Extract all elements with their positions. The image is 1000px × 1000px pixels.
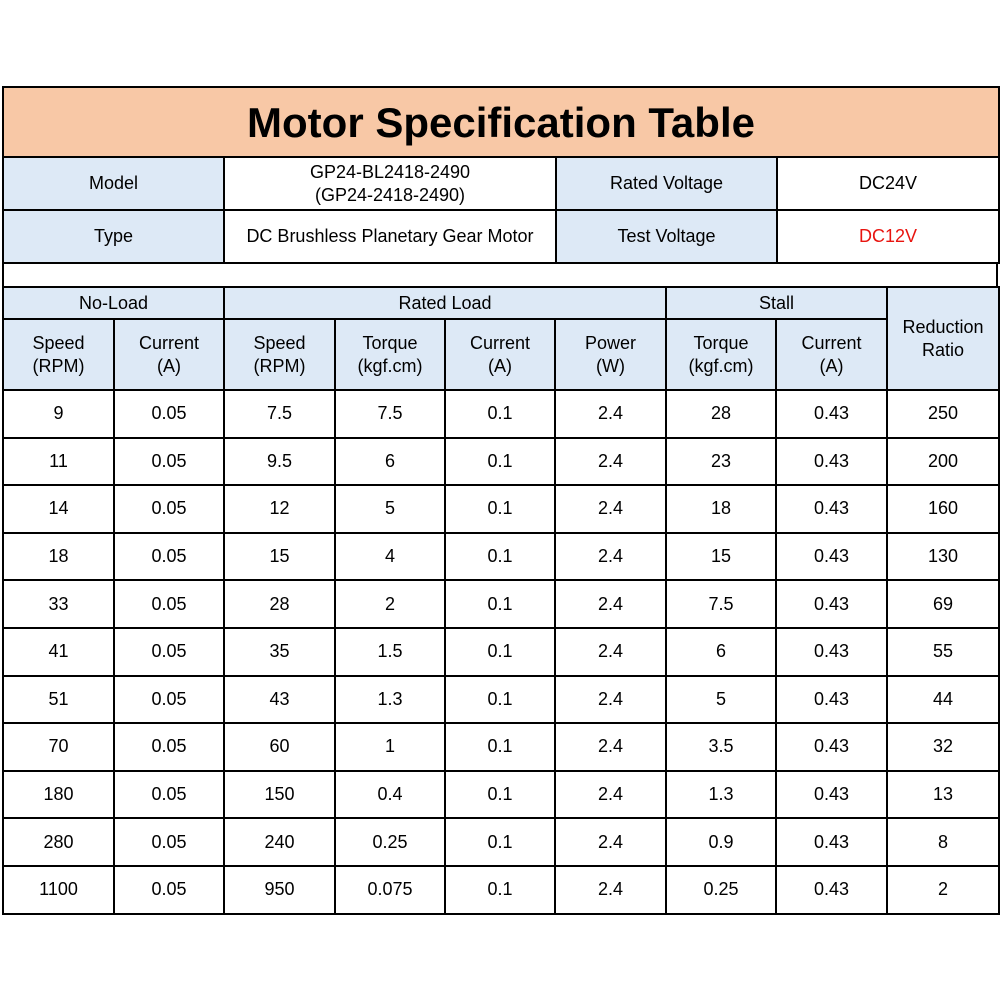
table-cell: 1.5 bbox=[335, 628, 445, 676]
table-cell: 2.4 bbox=[555, 580, 666, 628]
test-voltage-label: Test Voltage bbox=[556, 210, 777, 263]
table-cell: 18 bbox=[3, 533, 114, 581]
table-cell: 0.1 bbox=[445, 818, 555, 866]
table-cell: 0.05 bbox=[114, 628, 224, 676]
table-cell: 0.25 bbox=[666, 866, 776, 914]
table-cell: 0.43 bbox=[776, 580, 887, 628]
table-row bbox=[3, 723, 999, 771]
rated-voltage-value: DC24V bbox=[777, 157, 999, 210]
table-cell: 15 bbox=[224, 533, 335, 581]
column-header bbox=[224, 319, 335, 390]
table-row bbox=[3, 580, 999, 628]
table-cell: 69 bbox=[887, 580, 999, 628]
column-header-line1: Current bbox=[138, 332, 200, 353]
column-header-row bbox=[3, 319, 999, 390]
table-cell: 43 bbox=[224, 676, 335, 724]
column-header-line1: Current bbox=[801, 332, 862, 353]
table-cell: 7.5 bbox=[224, 390, 335, 438]
table-row bbox=[3, 818, 999, 866]
table-cell: 1100 bbox=[3, 866, 114, 914]
table-cell: 13 bbox=[887, 771, 999, 819]
table-cell: 0.05 bbox=[114, 485, 224, 533]
table-cell: 2.4 bbox=[555, 676, 666, 724]
table-cell: 0.1 bbox=[445, 866, 555, 914]
table-row bbox=[3, 866, 999, 914]
table-cell: 8 bbox=[887, 818, 999, 866]
column-header-line1: Power bbox=[585, 332, 637, 353]
column-header bbox=[555, 319, 666, 390]
table-cell: 0.1 bbox=[445, 580, 555, 628]
column-header-line2: (A) bbox=[819, 355, 844, 376]
header-reduction-line1: Reduction bbox=[902, 316, 984, 337]
header-reduction-ratio bbox=[887, 287, 999, 390]
table-cell: 4 bbox=[335, 533, 445, 581]
table-spacer bbox=[2, 264, 998, 286]
table-cell: 60 bbox=[224, 723, 335, 771]
table-cell: 0.43 bbox=[776, 818, 887, 866]
table-cell: 0.1 bbox=[445, 771, 555, 819]
group-rated-load: Rated Load bbox=[224, 287, 666, 319]
table-cell: 0.05 bbox=[114, 390, 224, 438]
column-header-line1: Current bbox=[470, 332, 531, 353]
table-row bbox=[3, 390, 999, 438]
model-value-line1: GP24-BL2418-2490 bbox=[309, 161, 471, 182]
table-cell: 2.4 bbox=[555, 390, 666, 438]
table-cell: 0.43 bbox=[776, 771, 887, 819]
spec-summary-table bbox=[2, 86, 1000, 264]
group-no-load: No-Load bbox=[3, 287, 224, 319]
table-cell: 2.4 bbox=[555, 628, 666, 676]
column-header bbox=[776, 319, 887, 390]
table-cell: 11 bbox=[3, 438, 114, 486]
group-stall: Stall bbox=[666, 287, 887, 319]
table-cell: 44 bbox=[887, 676, 999, 724]
table-cell: 0.05 bbox=[114, 723, 224, 771]
column-header bbox=[445, 319, 555, 390]
table-cell: 2 bbox=[335, 580, 445, 628]
model-value bbox=[224, 157, 556, 210]
column-header-line2: (A) bbox=[157, 355, 181, 376]
column-header-line1: Torque bbox=[693, 332, 749, 353]
table-cell: 5 bbox=[666, 676, 776, 724]
column-header bbox=[335, 319, 445, 390]
table-cell: 0.1 bbox=[445, 438, 555, 486]
table-cell: 3.5 bbox=[666, 723, 776, 771]
table-cell: 23 bbox=[666, 438, 776, 486]
table-cell: 6 bbox=[666, 628, 776, 676]
table-cell: 280 bbox=[3, 818, 114, 866]
table-cell: 0.9 bbox=[666, 818, 776, 866]
table-cell: 250 bbox=[887, 390, 999, 438]
table-row bbox=[3, 533, 999, 581]
column-header-line2: (kgf.cm) bbox=[688, 355, 754, 376]
table-cell: 0.1 bbox=[445, 676, 555, 724]
table-row bbox=[3, 438, 999, 486]
table-cell: 7.5 bbox=[335, 390, 445, 438]
table-cell: 51 bbox=[3, 676, 114, 724]
table-row bbox=[3, 771, 999, 819]
table-cell: 41 bbox=[3, 628, 114, 676]
table-cell: 0.4 bbox=[335, 771, 445, 819]
table-cell: 6 bbox=[335, 438, 445, 486]
table-cell: 0.05 bbox=[114, 771, 224, 819]
table-cell: 0.43 bbox=[776, 390, 887, 438]
table-row bbox=[3, 485, 999, 533]
table-cell: 28 bbox=[224, 580, 335, 628]
table-row bbox=[3, 628, 999, 676]
column-header-line1: Torque bbox=[362, 332, 418, 353]
table-cell: 0.05 bbox=[114, 580, 224, 628]
test-voltage-value: DC12V bbox=[777, 210, 999, 263]
table-cell: 0.1 bbox=[445, 485, 555, 533]
table-cell: 180 bbox=[3, 771, 114, 819]
table-cell: 32 bbox=[887, 723, 999, 771]
table-cell: 35 bbox=[224, 628, 335, 676]
type-value: DC Brushless Planetary Gear Motor bbox=[224, 210, 556, 263]
table-cell: 9.5 bbox=[224, 438, 335, 486]
table-cell: 14 bbox=[3, 485, 114, 533]
table-cell: 1.3 bbox=[666, 771, 776, 819]
table-cell: 15 bbox=[666, 533, 776, 581]
table-cell: 0.25 bbox=[335, 818, 445, 866]
table-cell: 2.4 bbox=[555, 485, 666, 533]
table-cell: 0.43 bbox=[776, 723, 887, 771]
table-cell: 18 bbox=[666, 485, 776, 533]
table-cell: 0.05 bbox=[114, 866, 224, 914]
column-header-line1: Speed bbox=[32, 332, 85, 353]
table-cell: 160 bbox=[887, 485, 999, 533]
model-label: Model bbox=[3, 157, 224, 210]
page-title: Motor Specification Table bbox=[3, 87, 999, 157]
table-cell: 1 bbox=[335, 723, 445, 771]
table-cell: 240 bbox=[224, 818, 335, 866]
table-cell: 950 bbox=[224, 866, 335, 914]
table-cell: 2.4 bbox=[555, 866, 666, 914]
table-cell: 0.05 bbox=[114, 818, 224, 866]
table-cell: 70 bbox=[3, 723, 114, 771]
header-reduction-line2: Ratio bbox=[922, 339, 965, 360]
table-cell: 150 bbox=[224, 771, 335, 819]
column-header bbox=[114, 319, 224, 390]
table-cell: 0.05 bbox=[114, 438, 224, 486]
table-cell: 5 bbox=[335, 485, 445, 533]
table-cell: 2 bbox=[887, 866, 999, 914]
table-cell: 2.4 bbox=[555, 533, 666, 581]
column-header-line2: (kgf.cm) bbox=[357, 355, 423, 376]
model-value-line2: (GP24-2418-2490) bbox=[314, 184, 466, 205]
table-cell: 0.43 bbox=[776, 866, 887, 914]
table-cell: 0.05 bbox=[114, 533, 224, 581]
data-rows bbox=[3, 390, 999, 914]
table-cell: 130 bbox=[887, 533, 999, 581]
table-cell: 0.43 bbox=[776, 438, 887, 486]
table-cell: 0.075 bbox=[335, 866, 445, 914]
column-header-line2: (RPM) bbox=[253, 355, 306, 376]
column-header-line2: (RPM) bbox=[32, 355, 85, 376]
table-cell: 1.3 bbox=[335, 676, 445, 724]
table-cell: 12 bbox=[224, 485, 335, 533]
table-cell: 0.1 bbox=[445, 390, 555, 438]
table-cell: 0.43 bbox=[776, 676, 887, 724]
table-cell: 0.43 bbox=[776, 628, 887, 676]
table-cell: 2.4 bbox=[555, 723, 666, 771]
table-cell: 0.1 bbox=[445, 628, 555, 676]
table-cell: 0.43 bbox=[776, 485, 887, 533]
table-cell: 0.1 bbox=[445, 723, 555, 771]
type-label: Type bbox=[3, 210, 224, 263]
column-header bbox=[3, 319, 114, 390]
rated-voltage-label: Rated Voltage bbox=[556, 157, 777, 210]
column-header bbox=[666, 319, 776, 390]
performance-table bbox=[2, 286, 1000, 915]
table-cell: 0.43 bbox=[776, 533, 887, 581]
table-cell: 9 bbox=[3, 390, 114, 438]
table-cell: 2.4 bbox=[555, 771, 666, 819]
table-cell: 7.5 bbox=[666, 580, 776, 628]
table-cell: 0.1 bbox=[445, 533, 555, 581]
table-cell: 2.4 bbox=[555, 818, 666, 866]
table-cell: 55 bbox=[887, 628, 999, 676]
table-row bbox=[3, 676, 999, 724]
table-cell: 28 bbox=[666, 390, 776, 438]
column-header-line2: (A) bbox=[488, 355, 513, 376]
table-cell: 2.4 bbox=[555, 438, 666, 486]
column-header-line2: (W) bbox=[596, 355, 626, 376]
table-cell: 33 bbox=[3, 580, 114, 628]
table-cell: 0.05 bbox=[114, 676, 224, 724]
column-header-line1: Speed bbox=[253, 332, 306, 353]
table-cell: 200 bbox=[887, 438, 999, 486]
